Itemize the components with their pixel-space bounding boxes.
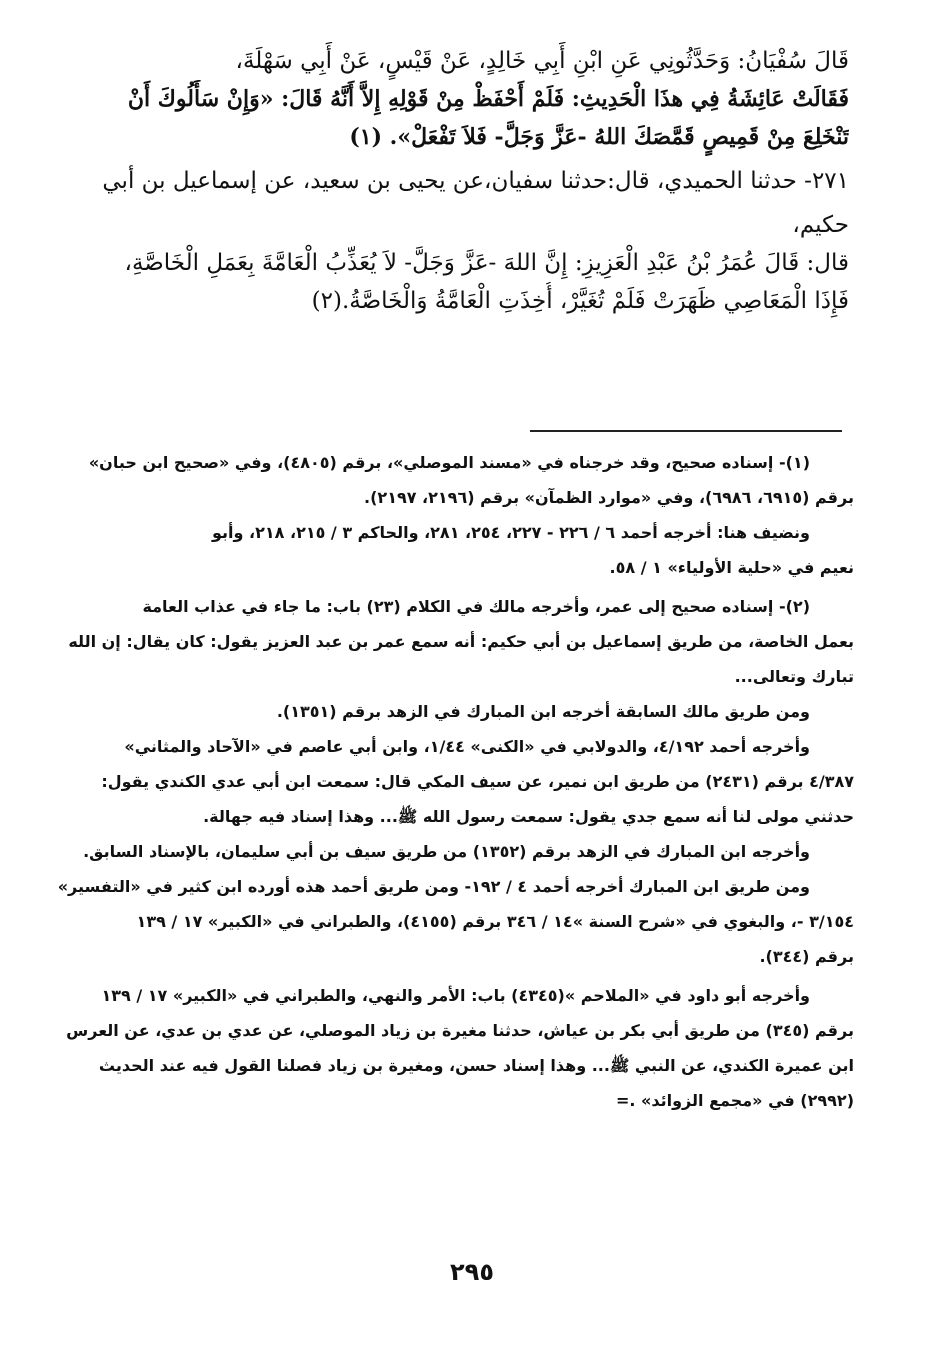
- text-line: حكيم،: [792, 212, 849, 238]
- hadith-number-line: ٢٧١- حدثنا الحميدي، قال:حدثنا سفيان،عن يحيى بن سعيد، عن إسماعيل بن أبي: [102, 168, 849, 194]
- footnote-line: بعمل الخاصة، من طريق إسماعيل بن أبي حكيم: أنه سمع عمر بن عبد العزيز يقول: كان يقال: إن الله: [68, 632, 854, 651]
- footnote-line: ونضيف هنا: أخرجه أحمد ٦ / ٢٢٦ - ٢٢٧، ٢٥٤، ٢٨١، والحاكم ٣ / ٢١٥، ٢١٨، وأبو: [211, 523, 810, 542]
- footnote-line: ابن عميرة الكندي، عن النبي ﷺ... وهذا إسناد حسن، ومغيرة بن زياد فصلنا القول فيه عند الحديث: [98, 1056, 854, 1075]
- footnote-line: وأخرجه أحمد ٤/١٩٢، والدولابي في «الكنى» ١/٤٤، وابن أبي عاصم في «الآحاد والمثاني»: [124, 737, 810, 756]
- footnote-divider: [530, 430, 842, 432]
- text-line: تَنْخَلِعَ مِنْ قَمِيصٍ قَمَّصَكَ اللهُ -عَزَّ وَجَلَّ- فَلاَ تَفْعَلْ». (١): [349, 124, 849, 150]
- footnote-line: نعيم في «حلية الأولياء» ١ / ٥٨.: [609, 558, 854, 577]
- footnote-line: برقم (٣٤٤).: [759, 947, 854, 966]
- footnote-line: (٢٩٩٢) في «مجمع الزوائد» .=: [615, 1091, 854, 1110]
- main-text: [60, 42, 849, 320]
- footnote-line: وأخرجه ابن المبارك في الزهد برقم (١٣٥٢) من طريق سيف بن أبي سليمان، بالإسناد السابق.: [83, 842, 810, 861]
- footnote-line: ٣/١٥٤ -، والبغوي في «شرح السنة »١٤ / ٣٤٦ برقم (٤١٥٥)، والطبراني في «الكبير» ١٧ / ١٣٩: [136, 912, 854, 931]
- footnote-line: ٤/٣٨٧ برقم (٢٤٣١) من طريق ابن نمير، عن سيف المكي قال: سمعت ابن أبي عدي الكندي يقول:: [101, 772, 854, 791]
- footnote-line: ومن طريق ابن المبارك أخرجه أحمد ٤ / ١٩٢- ومن طريق أحمد هذه أورده ابن كثير في «التفسير»: [57, 877, 810, 896]
- footnote-line: برقم (٣٤٥) من طريق أبي بكر بن عياش، حدثنا مغيرة بن زياد الموصلي، عن عدي بن عدي، عن العرس: [66, 1021, 854, 1040]
- text-line: فَقَالَتْ عَائِشَةُ فِي هذَا الْحَدِيثِ: فَلَمْ أَحْفَظْ مِنْ قَوْلِهِ إِلاَّ أَنَّهُ قَالَ: «وَإِنْ سَأَلُوكَ أَنْ: [127, 86, 849, 112]
- page-number: ٢٩٥: [450, 1258, 494, 1286]
- footnote-line: حدثني مولى لنا أنه سمع جدي يقول: سمعت رسول الله ﷺ... وهذا إسناد فيه جهالة.: [203, 807, 854, 826]
- footnote-line: وأخرجه أبو داود في «الملاحم »(٤٣٤٥) باب: الأمر والنهي، والطبراني في «الكبير» ١٧ / ١٣٩: [101, 986, 810, 1005]
- footnotes: [55, 445, 854, 1118]
- text-line: قَالَ سُفْيَانُ: وَحَدَّثُونِي عَنِ ابْنِ أَبِي خَالِدٍ، عَنْ قَيْسٍ، عَنْ أَبِي سَهْلَةَ،: [235, 48, 849, 74]
- footnote-line: ومن طريق مالك السابقة أخرجه ابن المبارك في الزهد برقم (١٣٥١).: [276, 702, 810, 721]
- footnote-line: تبارك وتعالى...: [734, 667, 854, 686]
- footnote-line: (٢)- إسناده صحيح إلى عمر، وأخرجه مالك في الكلام (٢٣) باب: ما جاء في عذاب العامة: [142, 597, 810, 616]
- text-line: فَإِذَا الْمَعَاصِي ظَهَرَتْ فَلَمْ تُغَيَّرْ، أُخِذَتِ الْعَامَّةُ وَالْخَاصَّةُ.(٢): [311, 288, 849, 314]
- footnote-line: (١)- إسناده صحيح، وقد خرجناه في «مسند الموصلي»، برقم (٤٨٠٥)، وفي «صحيح ابن حبان»: [88, 453, 810, 472]
- footnote-line: برقم (٦٩١٥، ٦٩٨٦)، وفي «موارد الظمآن» برقم (٢١٩٦، ٢١٩٧).: [364, 488, 854, 507]
- text-line: قال: قَالَ عُمَرُ بْنُ عَبْدِ الْعَزِيزِ: إِنَّ اللهَ -عَزَّ وَجَلَّ- لاَ يُعَذِّبُ الْعَامَّةَ بِعَمَلِ الْخَاصَّةِ،: [124, 250, 849, 276]
